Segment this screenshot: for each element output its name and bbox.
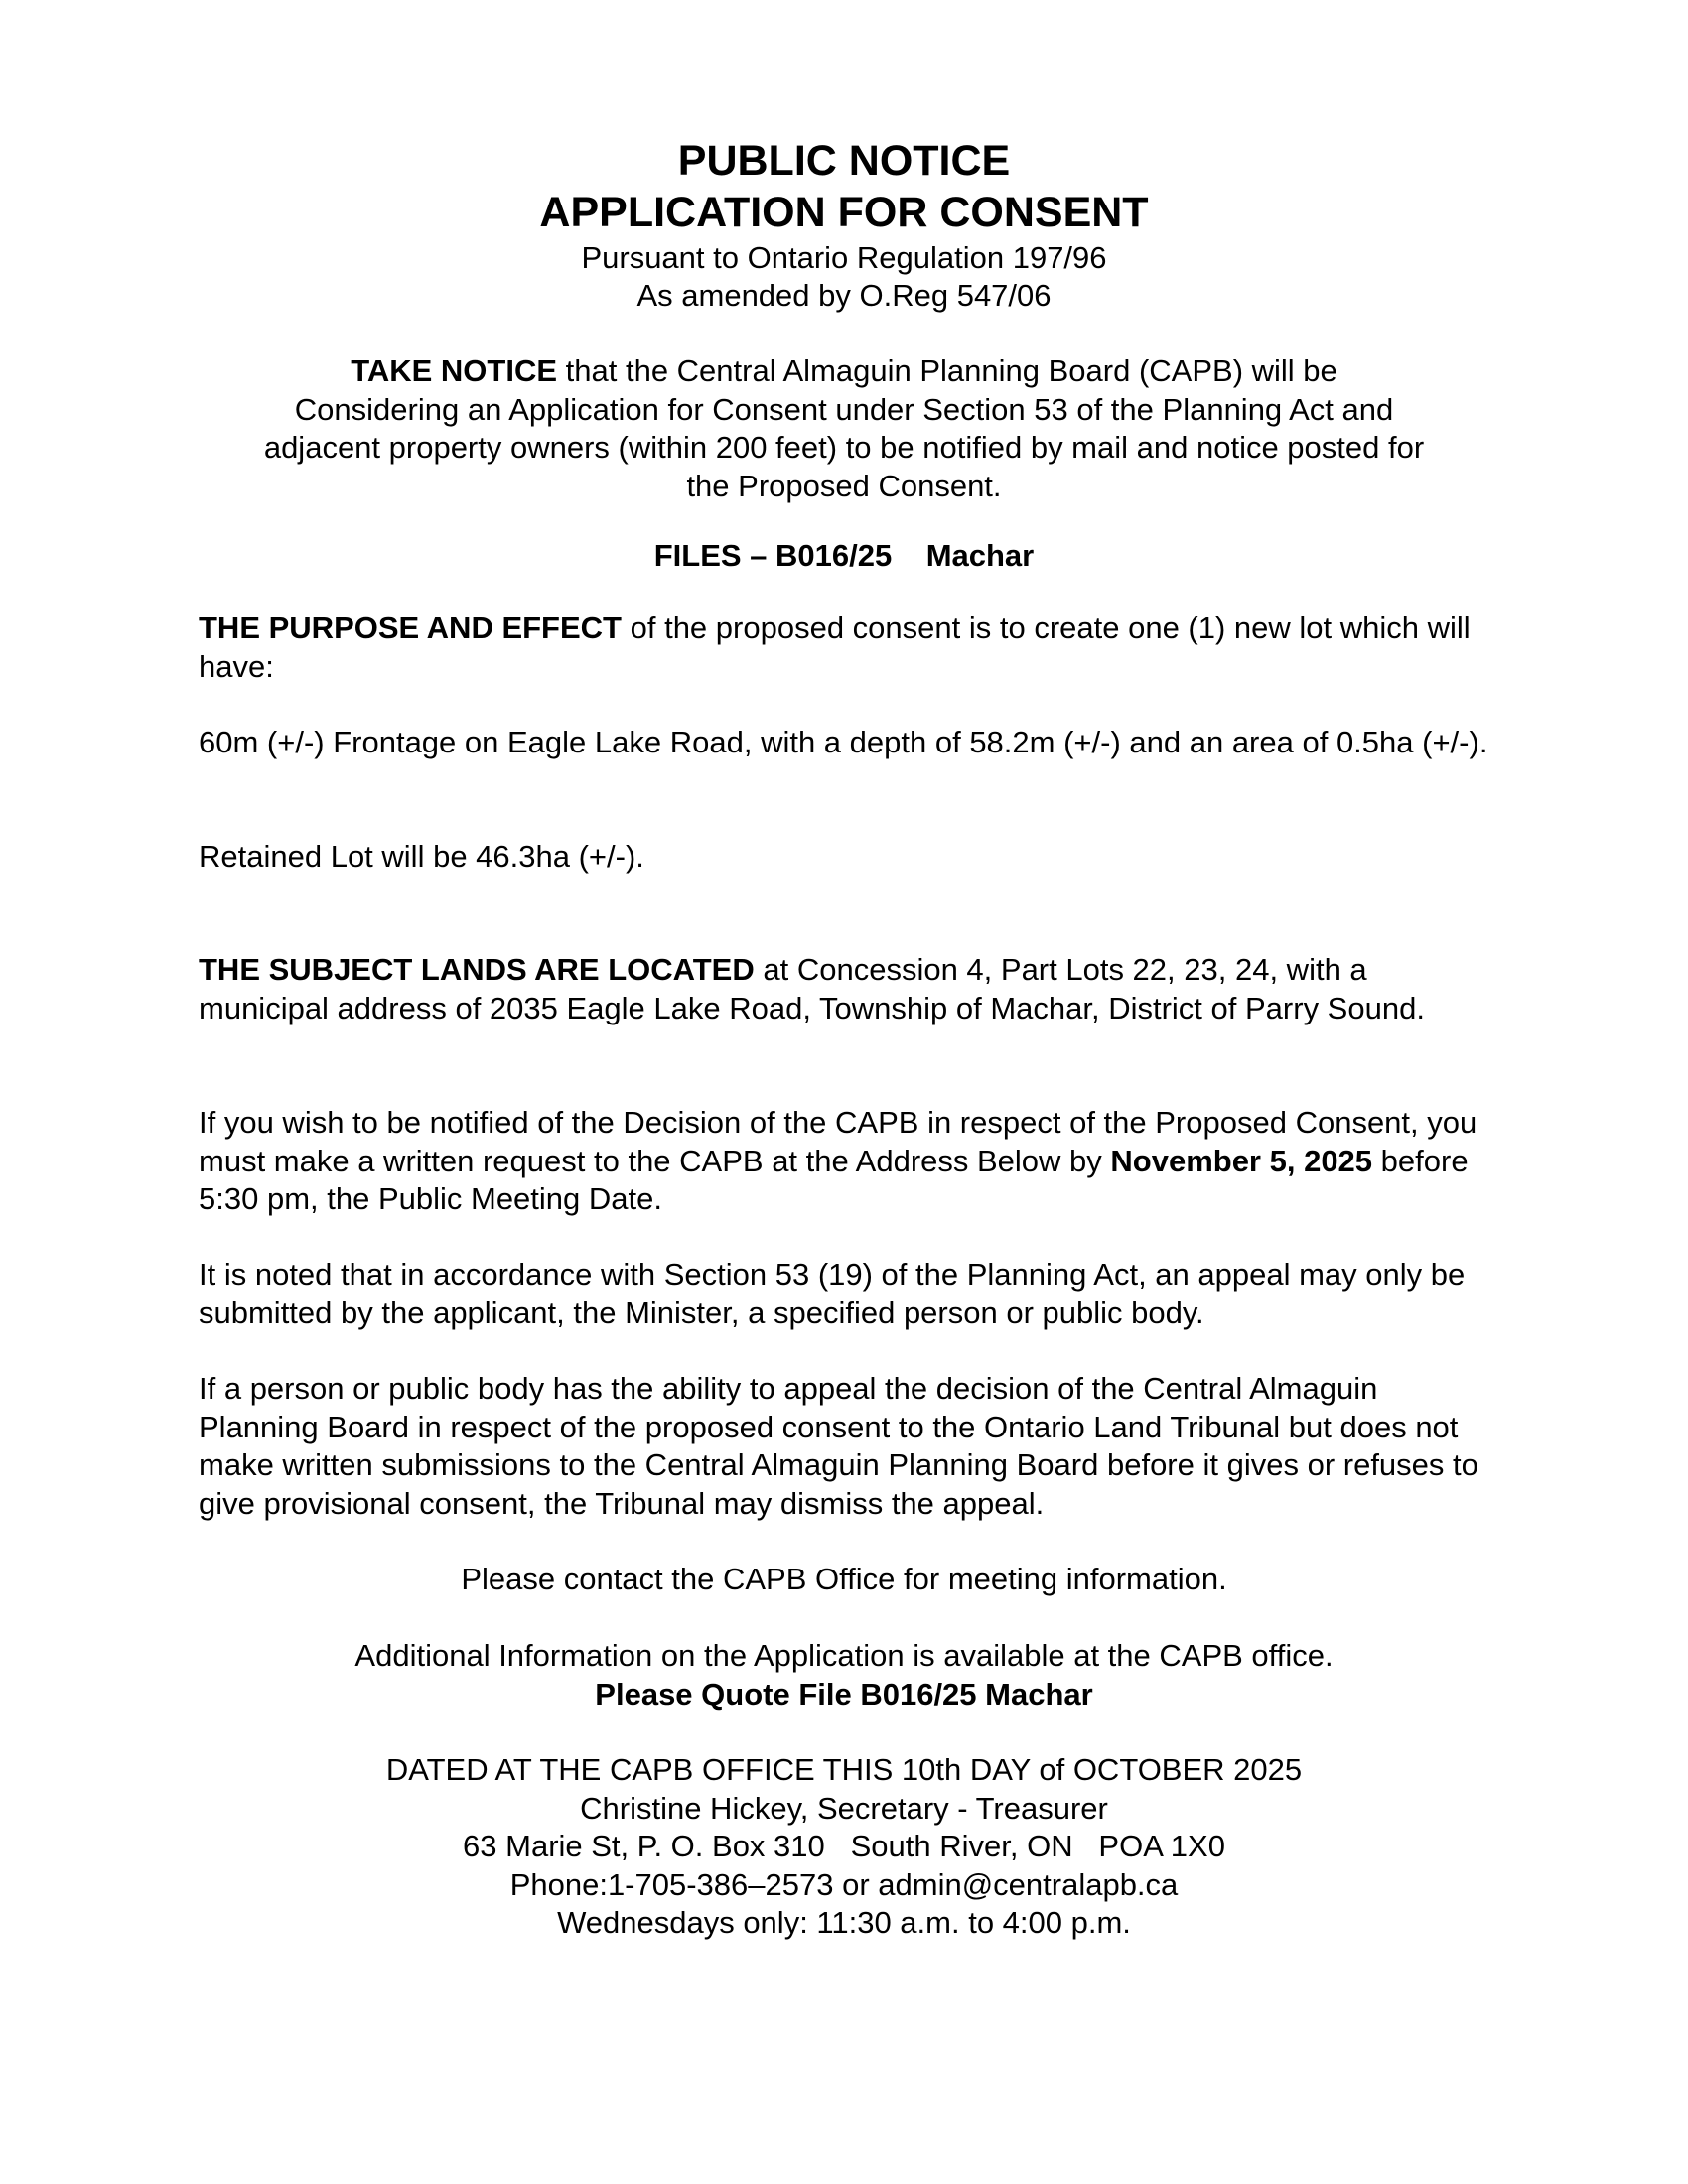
tribunal-note-paragraph: If a person or public body has the ability to appeal the decision of the Central Almaguin Planning Board in respect of the proposed consent to the Ontario Land Tribunal but does not make written submissions to the Central Almaguin Planning Board before it gives or refuses to give provisional consent, the Tribunal may dismiss the appeal. (199, 1371, 1478, 1521)
subtitle-regulation: Pursuant to Ontario Regulation 197/96 (581, 240, 1107, 275)
file-number-heading: FILES – B016/25 Machar (653, 538, 1035, 573)
take-notice-line4: the Proposed Consent. (686, 468, 1002, 503)
take-notice-line1: that the Central Almaguin Planning Board (CAPB) will be (557, 353, 1337, 388)
take-notice-lead: TAKE NOTICE (351, 353, 558, 388)
additional-info-text: Additional Information on the Application is available at the CAPB office. (354, 1638, 1334, 1673)
notification-text: If you wish to be notified of the Decision of the CAPB in respect of the Proposed Consent, you must make a written request to the CAPB at the Address Below by (199, 1105, 1477, 1178)
appeal-note-paragraph: It is noted that in accordance with Section 53 (19) of the Planning Act, an appeal may only be submitted by the applicant, the Minister, a specified person or public body. (199, 1257, 1466, 1330)
dated-line: DATED AT THE CAPB OFFICE THIS 10th DAY of OCTOBER 2025 (385, 1752, 1303, 1787)
subtitle-amendment: As amended by O.Reg 547/06 (636, 278, 1052, 313)
address-line: 63 Marie St, P. O. Box 310 South River, ON POA 1X0 (463, 1829, 1225, 1863)
retained-lot-details: Retained Lot will be 46.3ha (+/-). (199, 839, 644, 874)
purpose-text: of the proposed consent is to create one (1) new lot which will have: (199, 611, 1471, 684)
email-link[interactable]: admin@centralapb.ca (878, 1866, 1179, 1902)
notice-title (199, 135, 1489, 238)
title-application-for-consent: APPLICATION FOR CONSENT (539, 189, 1149, 236)
location-paragraph (199, 951, 1489, 1027)
additional-info (199, 1637, 1489, 1713)
location-lead: THE SUBJECT LANDS ARE LOCATED (199, 952, 755, 987)
notification-deadline: November 5, 2025 (1110, 1143, 1373, 1178)
phone-email-line (199, 1866, 1489, 1905)
notification-paragraph (199, 1104, 1489, 1219)
regulation-subtitle (199, 239, 1489, 315)
purpose-paragraph (199, 610, 1489, 686)
phone-text: Phone:1-705-386–2573 or (509, 1866, 879, 1902)
notification-after: before 5:30 pm, the Public Meeting Date. (199, 1143, 1469, 1216)
quote-file-text: Please Quote File B016/25 Machar (595, 1676, 1093, 1711)
new-lot-details: 60m (+/-) Frontage on Eagle Lake Road, with a depth of 58.2m (+/-) and an area of 0.5ha (+/-). (199, 725, 1488, 759)
office-hours-line: Wednesdays only: 11:30 a.m. to 4:00 p.m. (557, 1905, 1131, 1940)
signatory-line: Christine Hickey, Secretary - Treasurer (580, 1790, 1108, 1826)
take-notice-line3: adjacent property owners (within 200 feet) to be notified by mail and notice posted for (263, 430, 1425, 465)
take-notice-line2: Considering an Application for Consent under Section 53 of the Planning Act and (294, 391, 1394, 427)
contact-note: Please contact the CAPB Office for meeting information. (461, 1562, 1227, 1596)
footer-signature-block (199, 1751, 1489, 1943)
location-text: at Concession 4, Part Lots 22, 23, 24, with a municipal address of 2035 Eagle Lake Road, Township of Machar, District of Parry Sound. (199, 952, 1425, 1025)
title-public-notice: PUBLIC NOTICE (677, 137, 1011, 185)
take-notice-paragraph (199, 352, 1489, 505)
purpose-lead: THE PURPOSE AND EFFECT (199, 611, 622, 645)
